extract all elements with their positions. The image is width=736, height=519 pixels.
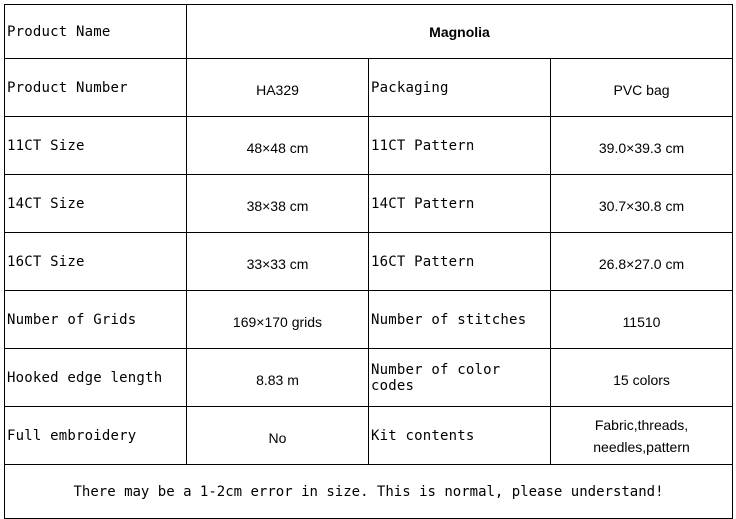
packaging-label: Packaging [369,59,551,117]
table-row [5,117,733,175]
11ct-size-label: 11CT Size [5,117,187,175]
kit-contents-line: Fabric,threads, [594,416,689,433]
stitches-label: Number of stitches [369,291,551,349]
product-number-value: HA329 [187,59,369,117]
packaging-value: PVC bag [551,59,733,117]
table-row [5,175,733,233]
16ct-size-label: 16CT Size [5,233,187,291]
kit-contents-line: needles,pattern [593,438,690,455]
full-embroidery-value: No [187,407,369,465]
hooked-edge-label: Hooked edge length [5,349,187,407]
product-name-label: Product Name [5,5,187,59]
11ct-size-value: 48×48 cm [187,117,369,175]
11ct-pattern-label: 11CT Pattern [369,117,551,175]
size-error-note: There may be a 1-2cm error in size. This is normal, please understand! [5,465,733,519]
16ct-size-value: 33×33 cm [187,233,369,291]
kit-contents-value [551,407,733,465]
full-embroidery-label: Full embroidery [5,407,187,465]
14ct-pattern-label: 14CT Pattern [369,175,551,233]
16ct-pattern-label: 16CT Pattern [369,233,551,291]
11ct-pattern-value: 39.0×39.3 cm [551,117,733,175]
table-row [5,5,733,59]
14ct-size-value: 38×38 cm [187,175,369,233]
16ct-pattern-value: 26.8×27.0 cm [551,233,733,291]
table-row [5,465,733,519]
stitches-value: 11510 [551,291,733,349]
table-row [5,291,733,349]
product-name-value: Magnolia [187,5,733,59]
color-codes-value: 15 colors [551,349,733,407]
product-spec-table [4,4,733,519]
table-row [5,407,733,465]
grids-value: 169×170 grids [187,291,369,349]
grids-label: Number of Grids [5,291,187,349]
product-number-label: Product Number [5,59,187,117]
hooked-edge-value: 8.83 m [187,349,369,407]
color-codes-label: Number of color codes [369,349,551,407]
kit-contents-label: Kit contents [369,407,551,465]
table-row [5,349,733,407]
table-row [5,59,733,117]
14ct-size-label: 14CT Size [5,175,187,233]
table-row [5,233,733,291]
14ct-pattern-value: 30.7×30.8 cm [551,175,733,233]
